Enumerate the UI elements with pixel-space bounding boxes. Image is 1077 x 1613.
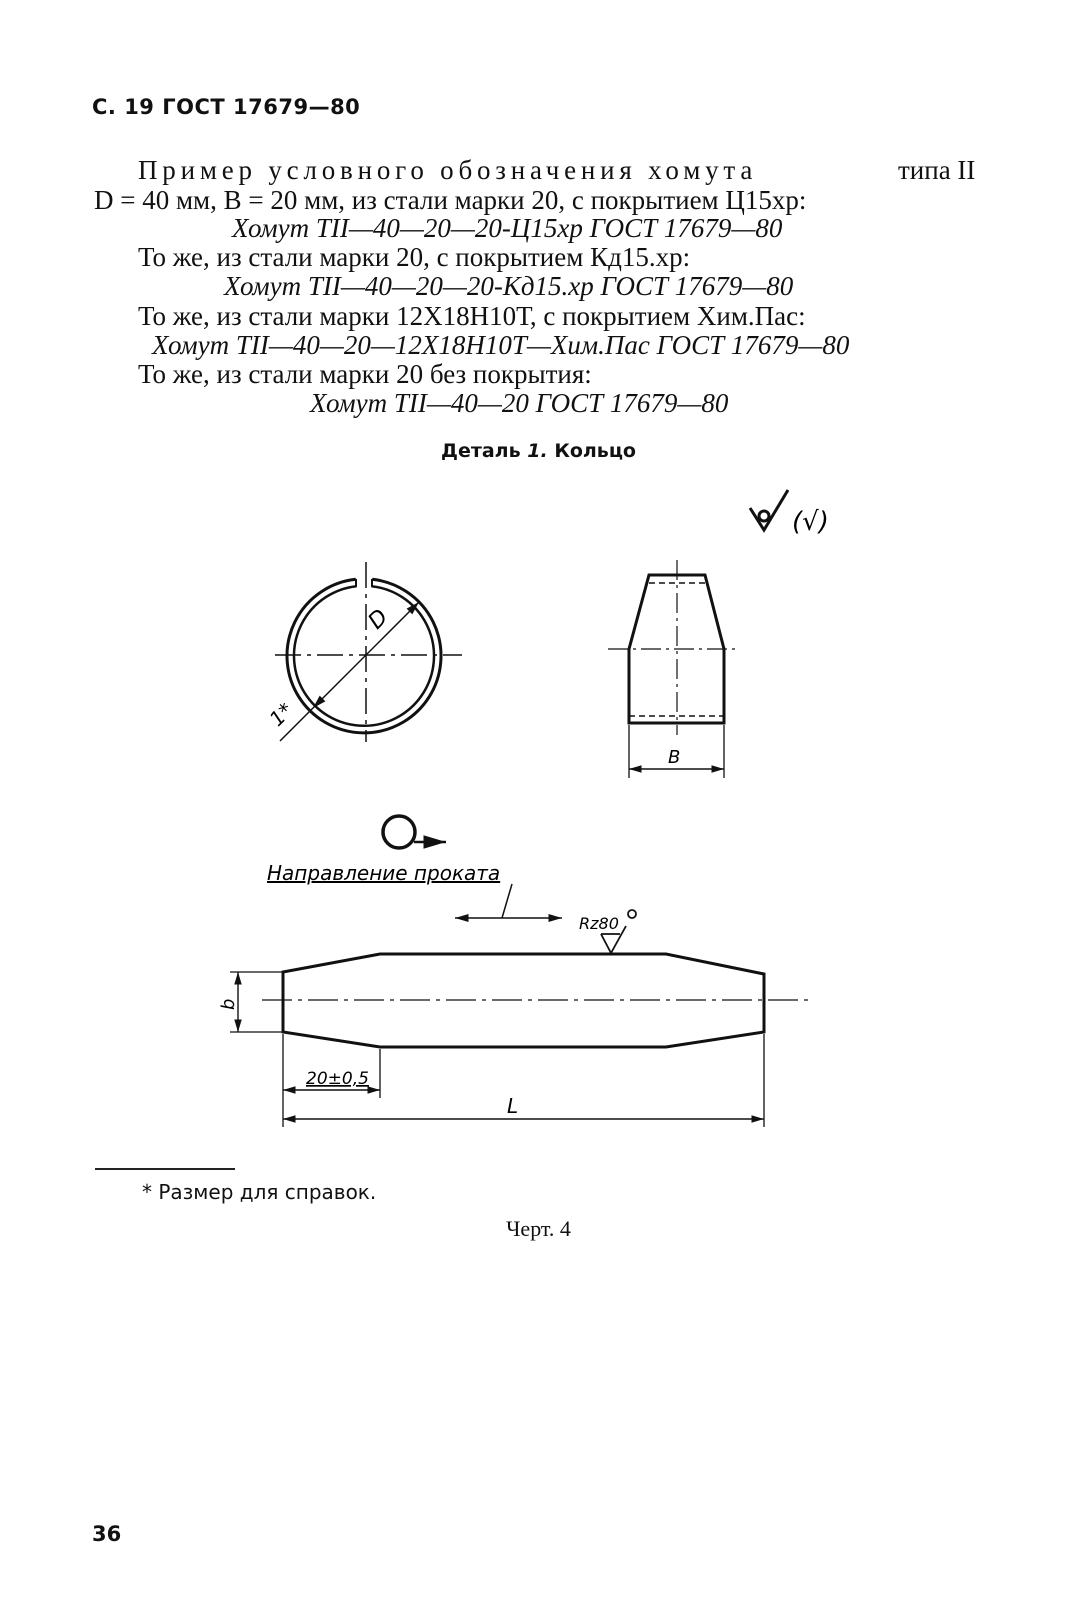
example-2: Хомут ТII—40—20—20-Кд15.хр ГОСТ 17679—80: [224, 271, 794, 301]
figure-label: Черт. 4: [506, 1216, 571, 1241]
caption-prefix: Деталь: [441, 440, 521, 462]
reference-label: 1*: [264, 697, 298, 731]
caption-name: Кольцо: [554, 440, 636, 462]
footnote: * Размер для справок.: [142, 1180, 377, 1204]
surface-mark-label: (√): [792, 507, 829, 537]
technical-drawing: [0, 470, 1077, 1150]
diameter-label: D: [363, 604, 394, 635]
paragraph-4: То же, из стали марки 20 без покрытия:: [138, 359, 592, 389]
rolling-direction-leader: [455, 884, 562, 918]
ring-side-view: [608, 560, 740, 778]
length-label: L: [507, 1094, 519, 1118]
paragraph-intro: Пример условного обозначения хомута: [138, 155, 758, 185]
dimension-20-label: 20±0,5: [306, 1069, 369, 1089]
caption-number: 1.: [527, 440, 548, 462]
width-label: B: [668, 747, 681, 768]
footnote-rule: [95, 1168, 235, 1170]
page-header: С. 19 ГОСТ 17679—80: [92, 95, 361, 119]
paragraph-type: типа II: [898, 155, 976, 185]
roughness-label: Rz80: [579, 914, 619, 933]
example-3: Хомут ТII—40—20—12Х18Н10Т—Хим.Пас ГОСТ 17679—80: [152, 330, 850, 360]
thickness-label: b: [218, 998, 239, 1010]
surface-roughness-symbol: [750, 490, 788, 530]
paragraph-3: То же, из стали марки 12Х18Н10Т, с покрытием Хим.Пас:: [138, 301, 806, 331]
figure-caption: [0, 440, 1077, 462]
page-number: 36: [92, 1522, 122, 1546]
ring-front-view: [275, 562, 462, 742]
example-1: Хомут ТII—40—20—20-Ц15хр ГОСТ 17679—80: [232, 213, 783, 243]
rolling-direction-mark: [383, 816, 446, 848]
blank-outline: [230, 954, 808, 1127]
rolling-direction-label: Направление проката: [267, 861, 501, 885]
paragraph-line2: D = 40 мм, B = 20 мм, из стали марки 20, с покрытием Ц15хр:: [94, 185, 807, 215]
example-4: Хомут ТII—40—20 ГОСТ 17679—80: [310, 388, 729, 418]
paragraph-2: То же, из стали марки 20, с покрытием Кд15.хр:: [138, 242, 691, 272]
